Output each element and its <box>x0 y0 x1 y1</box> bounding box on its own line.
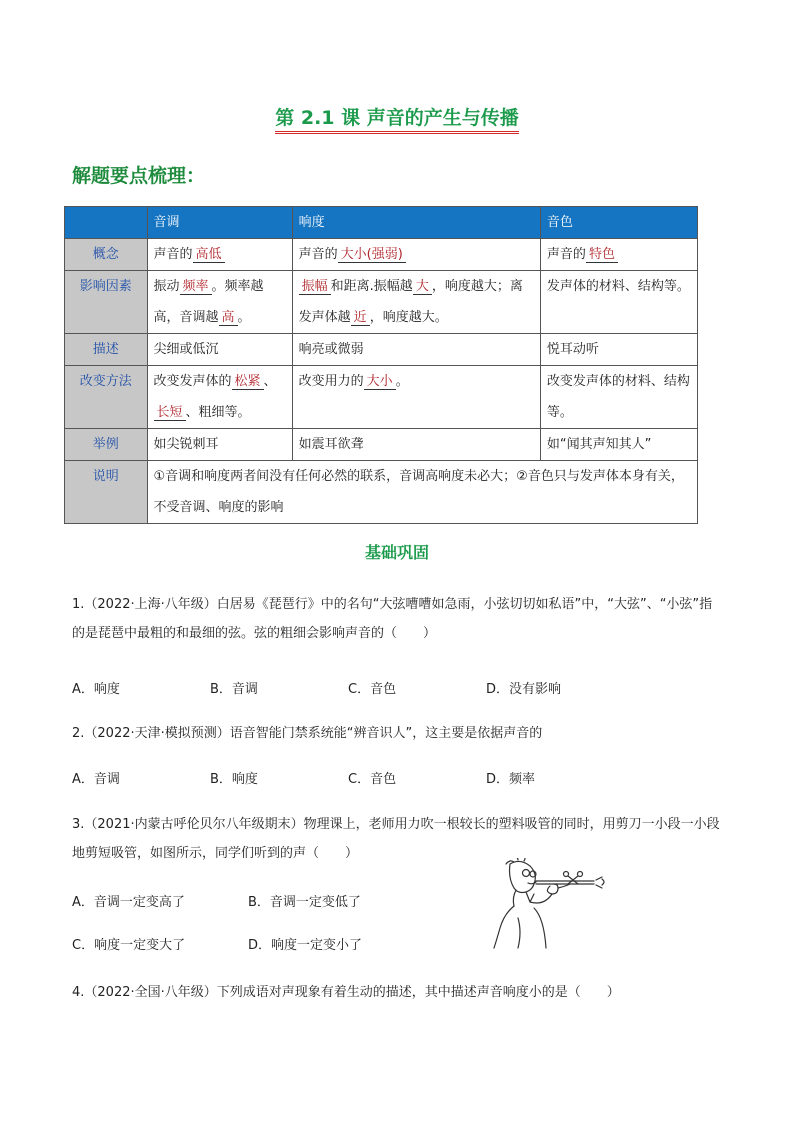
row-label: 概念 <box>65 239 148 271</box>
answer-fill: 近 <box>351 310 370 326</box>
option-b: B．响度 <box>210 772 258 787</box>
table-row-change <box>65 366 698 429</box>
cell: 声音的 高低 <box>147 239 292 271</box>
table-row-describe <box>65 334 698 366</box>
cell: 改变发声体的 松紧 、长短 、粗细等。 <box>147 366 292 429</box>
cell: 声音的 大小(强弱) <box>292 239 540 271</box>
header-loudness: 响度 <box>292 207 540 239</box>
page-title: 第 2.1 课 声音的产生与传播 <box>0 103 794 130</box>
section-heading: 解题要点梳理： <box>72 165 206 187</box>
cell: 振幅 和距离.振幅越 大 ，响度越大；离发声体越 近 ，响度越大。 <box>292 271 540 334</box>
header-pitch: 音调 <box>147 207 292 239</box>
answer-fill: 长短 <box>154 405 186 421</box>
option-d: D．没有影响 <box>486 682 562 697</box>
row-label: 改变方法 <box>65 366 148 429</box>
cell: ①音调和响度两者间没有任何必然的联系，音调高响度未必大；②音色只与发声体本身有关，不受音调、响度的影响 <box>147 461 697 524</box>
teacher-blowing-straw-illustration <box>488 858 608 950</box>
answer-fill: 频率 <box>180 279 212 295</box>
answer-fill: 大 <box>413 279 432 295</box>
answer-fill: 大小 <box>364 374 396 390</box>
answer-fill: 松紧 <box>232 374 264 390</box>
option-c: C．音色 <box>348 772 397 787</box>
question-3: 3.（2021·内蒙古呼伦贝尔八年级期末）物理课上，老师用力吹一根较长的塑料吸管的同时，用剪刀一小段一小段地剪短吸管，如图所示，同学们听到的声（ ） <box>72 817 720 861</box>
cell: 如震耳欲聋 <box>292 429 540 461</box>
row-label: 影响因素 <box>65 271 148 334</box>
option-d: D．响度一定变小了 <box>248 938 363 953</box>
row-label: 描述 <box>65 334 148 366</box>
cell: 声音的 特色 <box>540 239 697 271</box>
answer-fill: 振幅 <box>299 279 331 295</box>
cell: 响亮或微弱 <box>292 334 540 366</box>
answer-fill: 高 <box>219 310 238 326</box>
option-a: A．响度 <box>72 682 120 697</box>
cell: 振动 频率 。频率越高，音调越 高 。 <box>147 271 292 334</box>
cell: 改变用力的 大小 。 <box>292 366 540 429</box>
option-c: C．响度一定变大了 <box>72 938 186 953</box>
header-blank <box>65 207 148 239</box>
answer-fill: 高低 <box>193 247 225 263</box>
table-row-note <box>65 461 698 524</box>
question-2: 2.（2022·天津·模拟预测）语音智能门禁系统能“辨音识人”，这主要是依据声音的 <box>72 726 543 741</box>
option-b: B．音调 <box>210 682 258 697</box>
question-1: 1.（2022·上海·八年级）白居易《琵琶行》中的名句“大弦嘈嘈如急雨，小弦切切如私语”中，“大弦”、“小弦”指的是琵琶中最粗的和最细的弦。弦的粗细会影响声音的（ ） <box>72 597 713 641</box>
table-row-factors <box>65 271 698 334</box>
cell: 如“闻其声知其人” <box>540 429 697 461</box>
option-d: D．频率 <box>486 772 536 787</box>
option-b: B．音调一定变低了 <box>248 895 361 910</box>
cell: 发声体的材料、结构等。 <box>540 271 697 334</box>
option-c: C．音色 <box>348 682 397 697</box>
table-header-row <box>65 207 698 239</box>
summary-table <box>64 206 698 524</box>
row-label: 举例 <box>65 429 148 461</box>
question-4: 4.（2022·全国·八年级）下列成语对声现象有着生动的描述，其中描述声音响度小的是（ ） <box>72 985 620 1000</box>
answer-fill: 大小(强弱) <box>338 247 406 263</box>
cell: 悦耳动听 <box>540 334 697 366</box>
option-a: A．音调 <box>72 772 120 787</box>
cell: 尖细或低沉 <box>147 334 292 366</box>
table-row-example <box>65 429 698 461</box>
table-row-concept <box>65 239 698 271</box>
cell: 改变发声体的材料、结构等。 <box>540 366 697 429</box>
row-label: 说明 <box>65 461 148 524</box>
answer-fill: 特色 <box>586 247 618 263</box>
header-timbre: 音色 <box>540 207 697 239</box>
option-a: A．音调一定变高了 <box>72 895 185 910</box>
cell: 如尖锐刺耳 <box>147 429 292 461</box>
basic-heading: 基础巩固 <box>364 543 429 562</box>
